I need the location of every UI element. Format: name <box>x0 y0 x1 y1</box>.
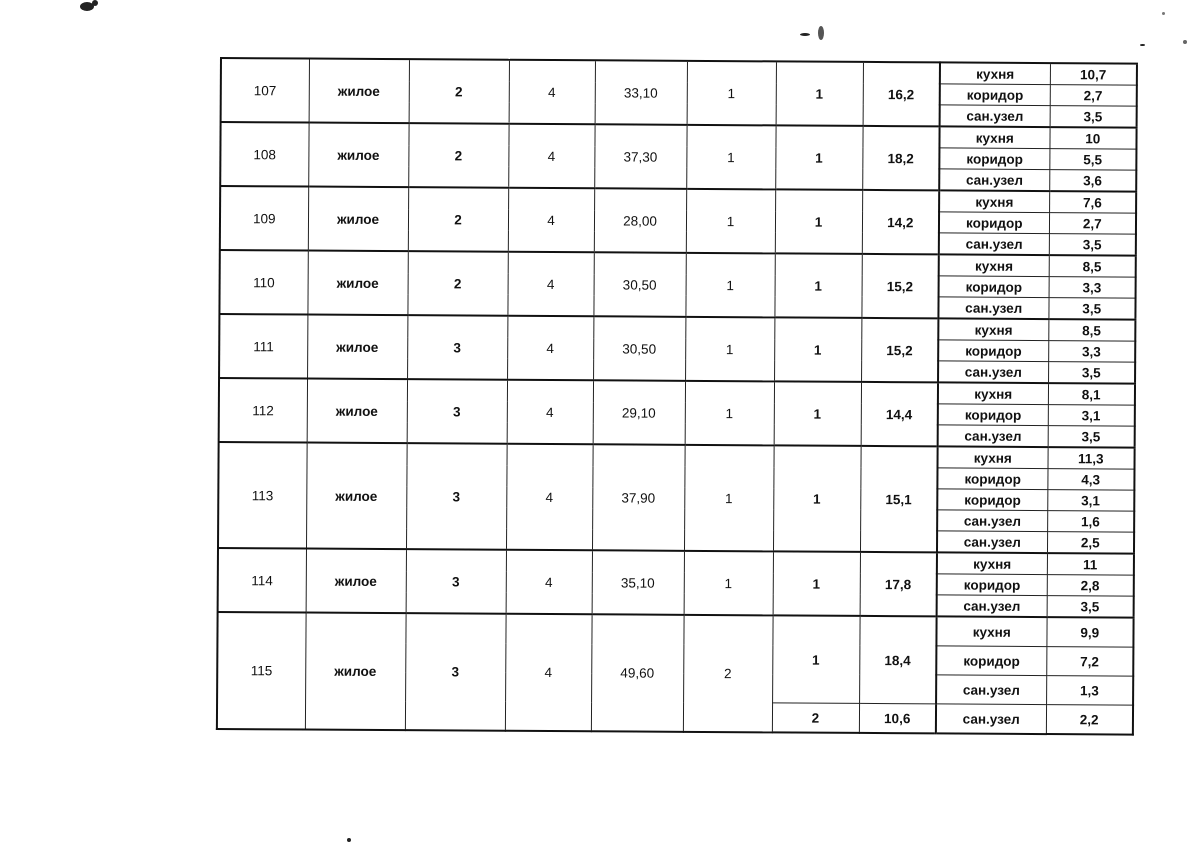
room-count: 1 <box>687 61 776 126</box>
room-area: 17,8 <box>860 552 937 616</box>
auxiliary-room-area: 1,3 <box>1046 676 1133 706</box>
floor-count-cell: 2 <box>409 59 509 124</box>
auxiliary-room-area: 1,6 <box>1047 511 1134 533</box>
auxiliary-room-area: 4,3 <box>1047 469 1134 491</box>
apartment-number: 110 <box>219 250 307 315</box>
category-cell: 4 <box>508 124 594 189</box>
auxiliary-room-name: кухня <box>936 616 1046 646</box>
auxiliary-room-name: кухня <box>939 126 1049 148</box>
apartment-table-wrapper <box>216 57 1138 736</box>
premises-type: жилое <box>307 251 407 316</box>
floor-count-cell: 3 <box>405 613 506 731</box>
auxiliary-room-area: 2,5 <box>1047 532 1134 554</box>
room-number: 1 <box>773 445 861 552</box>
auxiliary-room-area: 3,5 <box>1047 596 1134 618</box>
auxiliary-room-area: 8,5 <box>1049 255 1136 277</box>
table-row <box>219 314 1135 341</box>
auxiliary-room-area: 3,5 <box>1049 234 1136 256</box>
auxiliary-room-area: 5,5 <box>1049 149 1136 171</box>
floor-count-cell: 3 <box>407 315 507 380</box>
table-row <box>219 442 1135 469</box>
category-cell: 4 <box>507 252 593 317</box>
auxiliary-room-name: кухня <box>938 318 1048 340</box>
table-row <box>221 58 1137 85</box>
auxiliary-room-name: кухня <box>940 62 1050 84</box>
floor-count-cell: 3 <box>406 549 506 614</box>
category-cell: 4 <box>509 60 595 125</box>
auxiliary-room-name: кухня <box>938 446 1048 468</box>
room-count: 1 <box>685 381 774 446</box>
auxiliary-room-name: сан.узел <box>937 510 1047 532</box>
auxiliary-room-area: 8,5 <box>1048 319 1135 341</box>
floor-count-cell: 2 <box>408 123 508 188</box>
room-area: 15,2 <box>861 318 938 382</box>
table-row <box>219 378 1135 405</box>
apartment-number: 114 <box>218 548 306 613</box>
premises-type: жилое <box>305 613 406 731</box>
room-area: 10,6 <box>859 703 936 733</box>
premises-type: жилое <box>309 59 409 124</box>
auxiliary-room-area: 2,8 <box>1047 575 1134 597</box>
table-row <box>218 548 1134 575</box>
room-number: 1 <box>773 551 860 616</box>
premises-type: жилое <box>306 549 406 614</box>
room-area: 14,2 <box>862 190 939 254</box>
scan-speck <box>92 0 98 6</box>
floor-count-cell: 3 <box>407 379 507 444</box>
room-number: 1 <box>774 381 861 446</box>
scan-speck <box>800 33 810 36</box>
auxiliary-room-area: 3,3 <box>1048 341 1135 363</box>
premises-type: жилое <box>307 315 407 380</box>
auxiliary-room-name: сан.узел <box>936 675 1046 705</box>
auxiliary-room-name: сан.узел <box>939 233 1049 255</box>
room-number: 1 <box>775 189 862 254</box>
auxiliary-room-area: 7,6 <box>1049 191 1136 213</box>
total-area: 33,10 <box>595 60 687 125</box>
apartment-number: 109 <box>220 186 308 251</box>
auxiliary-room-name: коридор <box>937 468 1047 490</box>
room-count: 1 <box>686 125 775 190</box>
room-number: 1 <box>772 615 860 703</box>
auxiliary-room-area: 2,7 <box>1049 213 1136 235</box>
auxiliary-room-name: сан.узел <box>938 361 1048 383</box>
apartment-number: 115 <box>217 612 306 730</box>
room-area: 14,4 <box>861 382 938 446</box>
room-count: 1 <box>684 445 774 552</box>
apartment-number: 107 <box>221 58 309 123</box>
apartment-number: 113 <box>218 442 307 549</box>
table-row <box>217 612 1133 647</box>
premises-type: жилое <box>308 123 408 188</box>
apartment-number: 108 <box>220 122 308 187</box>
auxiliary-room-name: кухня <box>939 190 1049 212</box>
scan-speck <box>1183 40 1187 44</box>
auxiliary-room-area: 9,9 <box>1046 617 1133 647</box>
category-cell: 4 <box>506 550 592 615</box>
auxiliary-room-name: сан.узел <box>938 425 1048 447</box>
room-number: 1 <box>774 253 861 318</box>
category-cell: 4 <box>508 188 594 253</box>
room-number: 2 <box>772 703 859 733</box>
total-area: 37,30 <box>594 124 686 189</box>
auxiliary-room-area: 3,1 <box>1048 405 1135 427</box>
room-number: 1 <box>774 317 861 382</box>
auxiliary-room-name: кухня <box>938 382 1048 404</box>
category-cell: 4 <box>506 444 593 551</box>
auxiliary-room-name: коридор <box>938 340 1048 362</box>
room-number: 1 <box>776 61 863 126</box>
auxiliary-room-area: 3,5 <box>1050 106 1137 128</box>
auxiliary-room-name: коридор <box>939 148 1049 170</box>
room-count: 1 <box>686 189 775 254</box>
category-cell: 4 <box>505 614 592 732</box>
auxiliary-room-area: 2,2 <box>1046 705 1133 735</box>
auxiliary-room-name: сан.узел <box>937 531 1047 553</box>
auxiliary-room-area: 8,1 <box>1048 383 1135 405</box>
room-area: 18,4 <box>859 616 937 704</box>
auxiliary-room-area: 7,2 <box>1046 647 1133 677</box>
apartment-number: 112 <box>219 378 307 443</box>
scan-speck <box>818 26 824 40</box>
table-row <box>220 186 1136 213</box>
floor-count-cell: 2 <box>408 187 508 252</box>
auxiliary-room-area: 11 <box>1047 553 1134 575</box>
room-count: 1 <box>685 317 774 382</box>
category-cell: 4 <box>507 380 593 445</box>
auxiliary-room-name: сан.узел <box>940 105 1050 127</box>
auxiliary-room-name: коридор <box>937 489 1047 511</box>
room-area: 15,2 <box>861 254 938 318</box>
auxiliary-room-area: 3,5 <box>1048 298 1135 320</box>
total-area: 30,50 <box>593 252 685 317</box>
room-area: 18,2 <box>862 126 939 190</box>
room-area: 16,2 <box>863 62 940 126</box>
auxiliary-room-name: коридор <box>936 646 1046 676</box>
scan-speck <box>1140 44 1145 46</box>
room-area: 15,1 <box>860 446 938 552</box>
total-area: 29,10 <box>593 380 685 445</box>
room-count: 2 <box>683 615 773 733</box>
auxiliary-room-area: 10,7 <box>1050 63 1137 85</box>
auxiliary-room-name: сан.узел <box>939 169 1049 191</box>
auxiliary-room-area: 3,5 <box>1048 426 1135 448</box>
premises-type: жилое <box>308 187 408 252</box>
room-number: 1 <box>775 125 862 190</box>
auxiliary-room-name: коридор <box>940 84 1050 106</box>
auxiliary-room-area: 10 <box>1049 127 1136 149</box>
scan-speck <box>347 838 351 842</box>
floor-count-cell: 3 <box>406 443 507 550</box>
auxiliary-room-name: сан.узел <box>937 595 1047 617</box>
auxiliary-room-area: 3,1 <box>1047 490 1134 512</box>
auxiliary-room-name: сан.узел <box>936 704 1046 734</box>
total-area: 49,60 <box>591 614 684 732</box>
auxiliary-room-area: 11,3 <box>1048 447 1135 469</box>
premises-type: жилое <box>307 379 407 444</box>
room-count: 1 <box>685 253 774 318</box>
auxiliary-room-name: коридор <box>937 574 1047 596</box>
apartment-number: 111 <box>219 314 307 379</box>
table-row <box>220 250 1136 277</box>
total-area: 28,00 <box>594 188 686 253</box>
category-cell: 4 <box>507 316 593 381</box>
auxiliary-room-area: 3,6 <box>1049 170 1136 192</box>
auxiliary-room-name: коридор <box>939 212 1049 234</box>
premises-type: жилое <box>306 443 407 550</box>
scan-speck <box>1162 12 1165 15</box>
auxiliary-room-area: 3,5 <box>1048 362 1135 384</box>
auxiliary-room-name: коридор <box>939 276 1049 298</box>
total-area: 30,50 <box>593 316 685 381</box>
room-count: 1 <box>684 551 773 616</box>
auxiliary-room-name: сан.узел <box>938 297 1048 319</box>
total-area: 37,90 <box>592 444 685 551</box>
apartment-table <box>216 57 1138 736</box>
table-row <box>220 122 1136 149</box>
auxiliary-room-area: 3,3 <box>1049 277 1136 299</box>
floor-count-cell: 2 <box>407 251 507 316</box>
auxiliary-room-name: кухня <box>937 552 1047 574</box>
auxiliary-room-area: 2,7 <box>1050 85 1137 107</box>
total-area: 35,10 <box>592 550 684 615</box>
auxiliary-room-name: коридор <box>938 404 1048 426</box>
auxiliary-room-name: кухня <box>939 254 1049 276</box>
